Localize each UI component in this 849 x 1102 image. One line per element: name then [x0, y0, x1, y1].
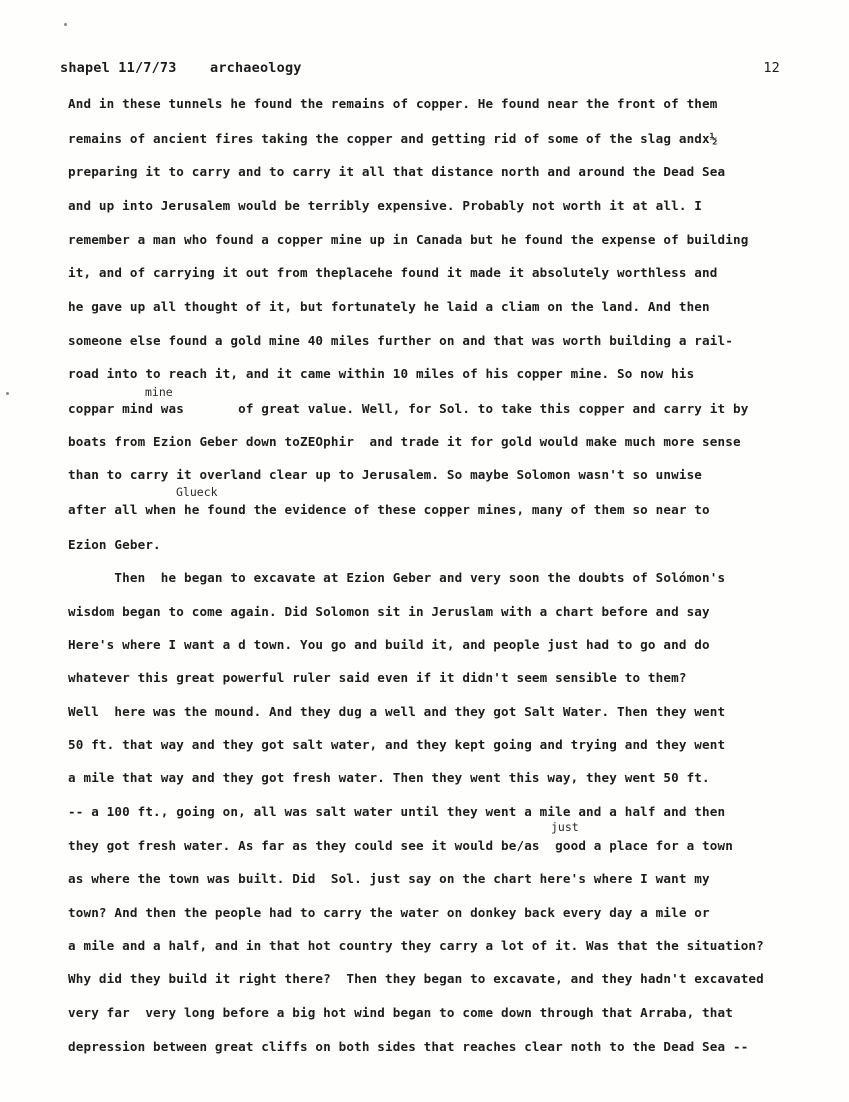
text-line: and up into Jerusalem would be terribly expensive. Probably not worth it at all. I — [68, 198, 703, 213]
text-line: it, and of carrying it out from theplacehe found it made it absolutely worthless and — [68, 265, 718, 280]
text-line: -- a 100 ft., going on, all was salt water until they went a mile and a half and then — [68, 804, 726, 819]
text-line: someone else found a gold mine 40 miles further on and that was worth building a rail- — [68, 333, 733, 348]
text-line: town? And then the people had to carry the water on donkey back every day a mile or — [68, 905, 710, 920]
text-line: whatever this great powerful ruler said even if it didn't seem sensible to them? — [68, 670, 687, 685]
text-line: Ezion Geber. — [68, 537, 161, 552]
text-line: he gave up all thought of it, but fortunately he laid a cliam on the land. And then — [68, 299, 710, 314]
paper-speck — [64, 23, 67, 26]
text-line: a mile and a half, and in that hot country they carry a lot of it. Was that the situation? — [68, 938, 764, 953]
page-header — [60, 60, 780, 84]
text-line: And in these tunnels he found the remains of copper. He found near the front of them — [68, 96, 718, 111]
text-line: very far very long before a big hot wind began to come down through that Arraba, that — [68, 1005, 733, 1020]
typed-insertion-glueck: Glueck — [176, 485, 218, 499]
header-subject: archaeology — [210, 60, 302, 76]
text-line: Here's where I want a d town. You go and build it, and people just had to go and do — [68, 637, 710, 652]
text-line: depression between great cliffs on both sides that reaches clear noth to the Dead Sea -- — [68, 1039, 749, 1054]
paper-speck — [6, 392, 9, 395]
text-line: remains of ancient fires taking the copper and getting rid of some of the slag andx½ — [68, 131, 718, 146]
text-line: than to carry it overland clear up to Jerusalem. So maybe Solomon wasn't so unwise — [68, 467, 703, 482]
text-line: as where the town was built. Did Sol. just say on the chart here's where I want my — [68, 871, 710, 886]
text-line: after all when he found the evidence of these copper mines, many of them so near to — [68, 502, 710, 517]
text-line: Well here was the mound. And they dug a well and they got Salt Water. Then they went — [68, 704, 726, 719]
text-line: remember a man who found a copper mine up in Canada but he found the expense of building — [68, 232, 749, 247]
text-line: boats from Ezion Geber down toZEOphir and trade it for gold would make much more sense — [68, 434, 741, 449]
text-line: wisdom began to come again. Did Solomon sit in Jeruslam with a chart before and say — [68, 604, 710, 619]
header-date: shapel 11/7/73 — [60, 60, 177, 76]
typed-insertion-mine: mine — [145, 385, 173, 399]
text-line: a mile that way and they got fresh water. Then they went this way, they went 50 ft. — [68, 770, 710, 785]
text-line: road into to reach it, and it came within 10 miles of his copper mine. So now his — [68, 366, 695, 381]
text-line: 50 ft. that way and they got salt water, and they kept going and trying and they went — [68, 737, 726, 752]
text-line: Why did they build it right there? Then they began to excavate, and they hadn't excavated — [68, 971, 764, 986]
text-line: they got fresh water. As far as they could see it would be/as good a place for a town — [68, 838, 733, 853]
text-line: preparing it to carry and to carry it all that distance north and around the Dead Sea — [68, 164, 726, 179]
text-line: coppar mind was of great value. Well, for Sol. to take this copper and carry it by — [68, 401, 749, 416]
page-number: 12 — [763, 60, 780, 76]
text-line: Then he began to excavate at Ezion Geber and very soon the doubts of Solómon's — [68, 570, 726, 585]
typed-insertion-just: just — [551, 820, 579, 834]
